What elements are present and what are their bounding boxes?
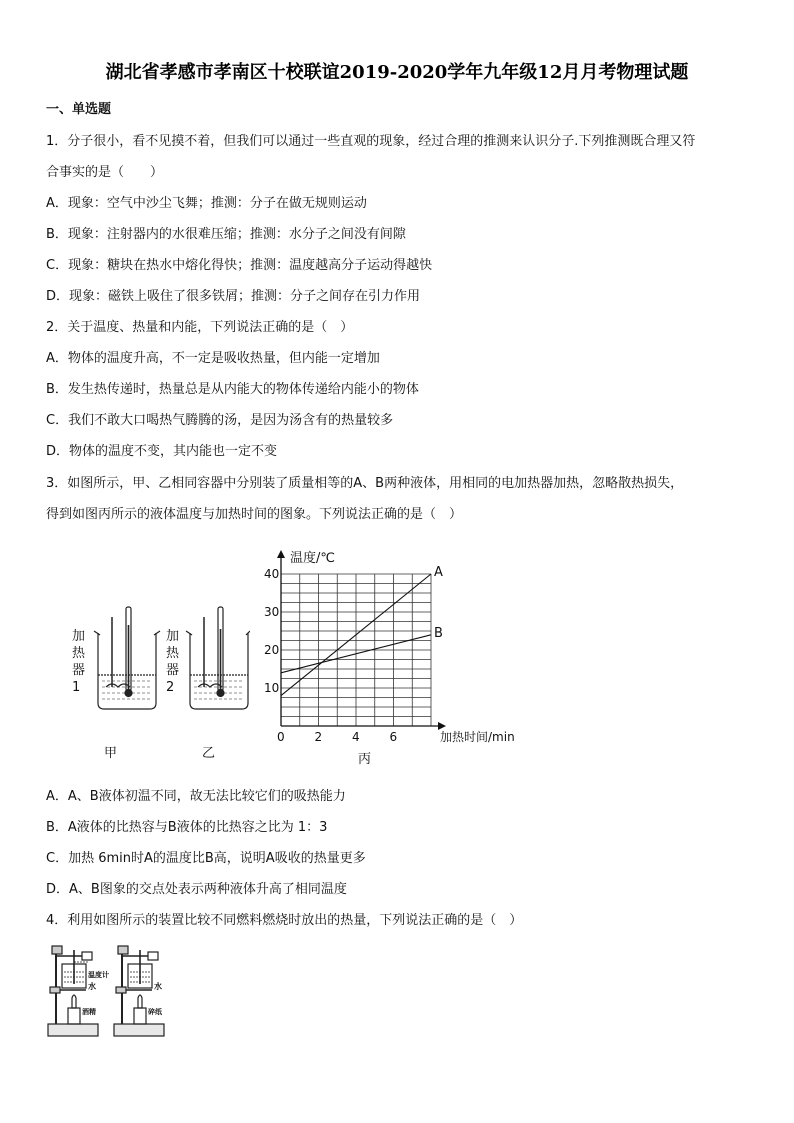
combustion-apparatus-figure (44, 942, 174, 1042)
chart-grid (281, 574, 431, 726)
q1-option-c: C．现象：糖块在热水中熔化得快；推测：温度越高分子运动得越快 (46, 258, 433, 273)
section-heading: 一、单选题 (46, 102, 112, 117)
q3-stem-line1: 3．如图所示，甲、乙相同容器中分别装了质量相等的A、B两种液体，用相同的电加热器加热，忽略散热损失， (46, 476, 684, 491)
chart-y-axis-label: 温度/℃ (290, 551, 335, 566)
q1-stem-line1: 1．分子很小，看不见摸不着，但我们可以通过一些直观的现象，经过合理的推测来认识分子.下列推测既合理又符 (46, 134, 696, 149)
y-tick-label: 20 (264, 643, 280, 657)
series-label-B: B (434, 625, 443, 641)
paper-label: 碎纸 (148, 1008, 162, 1016)
q4-stem: 4．利用如图所示的装置比较不同燃料燃烧时放出的热量，下列说法正确的是（ ） (46, 913, 523, 928)
thermometer-label: 温度计 (88, 971, 109, 979)
q3-stem-line2: 得到如图丙所示的液体温度与加热时间的图象。下列说法正确的是（ ） (46, 507, 463, 522)
figure-yi-label: 乙 (202, 746, 216, 761)
chart-series (281, 565, 443, 696)
q1-stem-line2: 合事实的是（ ） (46, 165, 164, 180)
q3-option-b: B．A液体的比热容与B液体的比热容之比为 1：3 (46, 820, 328, 835)
q3-option-c: C．加热 6min时A的温度比B高，说明A吸收的热量更多 (46, 851, 366, 866)
x-tick-label: 6 (389, 730, 398, 744)
q3-option-d: D．A、B图象的交点处表示两种液体升高了相同温度 (46, 882, 347, 897)
figure-bing-label: 丙 (358, 752, 372, 767)
q2-option-a: A．物体的温度升高，不一定是吸收热量，但内能一定增加 (46, 351, 380, 366)
q2-option-d: D．物体的温度不变，其内能也一定不变 (46, 444, 278, 459)
y-axis-arrow (277, 550, 285, 558)
q2-stem: 2．关于温度、热量和内能，下列说法正确的是（ ） (46, 320, 354, 335)
q1-option-b: B．现象：注射器内的水很难压缩；推测：水分子之间没有间隙 (46, 227, 406, 242)
heater1-label: 加热器1 (72, 629, 86, 695)
beaker-jia (94, 607, 160, 709)
q2-option-b: B．发生热传递时，热量总是从内能大的物体传递给内能小的物体 (46, 382, 419, 397)
x-tick-label: 2 (314, 730, 323, 744)
figure-jia-label: 甲 (104, 746, 118, 761)
series-label-A: A (434, 565, 443, 580)
chart-x-axis-label: 加热时间/min (440, 730, 515, 744)
y-tick-label: 30 (264, 605, 280, 619)
beaker-figure (60, 595, 250, 775)
y-tick-label: 40 (264, 567, 280, 581)
beaker-yi (186, 607, 250, 709)
x-axis-arrow (438, 722, 446, 730)
water-label-2: 水 (154, 982, 162, 991)
q1-option-d: D．现象：磁铁上吸住了很多铁屑；推测：分子之间存在引力作用 (46, 289, 421, 304)
heater2-label: 加热器2 (166, 629, 180, 695)
x-tick-label: 4 (352, 730, 360, 744)
water-label-1: 水 (88, 982, 96, 991)
page-title: 湖北省孝感市孝南区十校联谊2019-2020学年九年级12月月考物理试题 (105, 62, 689, 83)
alcohol-label: 酒精 (82, 1008, 96, 1016)
temperature-time-chart (258, 540, 538, 750)
q2-option-c: C．我们不敢大口喝热气腾腾的汤，是因为汤含有的热量较多 (46, 413, 394, 428)
y-tick-label: 10 (264, 681, 280, 695)
q3-option-a: A．A、B液体初温不同，故无法比较它们的吸热能力 (46, 789, 346, 804)
q1-option-a: A．现象：空气中沙尘飞舞；推测：分子在做无规则运动 (46, 196, 367, 211)
chart-axes (277, 550, 446, 730)
x-tick-label: 0 (277, 730, 285, 744)
